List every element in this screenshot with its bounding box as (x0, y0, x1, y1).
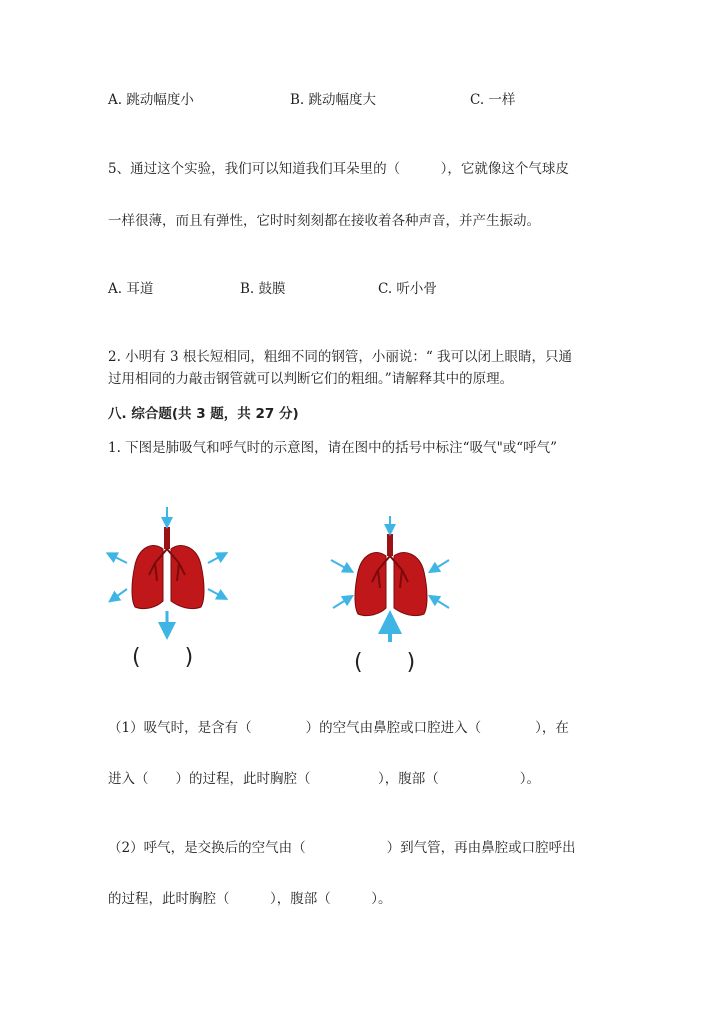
q5-line-1: 5、通过这个实验，我们可以知道我们耳朵里的（ ），它就像这个气球皮 (108, 161, 569, 177)
q5-option-b: B. 鼓膜 (240, 281, 286, 297)
short-answer-2-line-2: 过用相同的力敲击钢管就可以判断它们的粗细。”请解释其中的原理。 (108, 371, 514, 387)
short-answer-2-line-1: 2. 小明有 3 根长短相同，粗细不同的钢管，小丽说：“ 我可以闭上眼睛，只通 (108, 349, 573, 365)
sub-question-2-line-1: （2）呼气，是交换后的空气由（ ）到气管，再由鼻腔或口腔呼出 (108, 840, 576, 856)
right-figure-bracket: ( ) (354, 650, 416, 675)
q5-line-2: 一样很薄，而且有弹性，它时时刻刻都在接收着各种声音，并产生振动。 (108, 213, 540, 229)
q5-option-a: A. 耳道 (108, 281, 154, 297)
section-8-heading: 八. 综合题(共 3 题，共 27 分) (108, 406, 299, 422)
q4-option-c: C. 一样 (470, 92, 516, 108)
sub-question-1-line-2: 进入（ ）的过程，此时胸腔（ ），腹部（ ）。 (108, 771, 540, 787)
left-figure-bracket: ( ) (132, 645, 194, 670)
q5-option-c: C. 听小骨 (378, 281, 437, 297)
q4-option-b: B. 跳动幅度大 (290, 92, 377, 108)
sub-question-2-line-2: 的过程，此时胸腔（ ），腹部（ ）。 (108, 891, 392, 907)
section-8-question-1-prompt: 1. 下图是肺吸气和呼气时的示意图，请在图中的括号中标注“吸气"或“呼气” (108, 440, 558, 456)
q4-option-a: A. 跳动幅度小 (108, 92, 194, 108)
sub-question-1-line-1: （1）吸气时，是含有（ ）的空气由鼻腔或口腔进入（ ），在 (108, 720, 569, 736)
